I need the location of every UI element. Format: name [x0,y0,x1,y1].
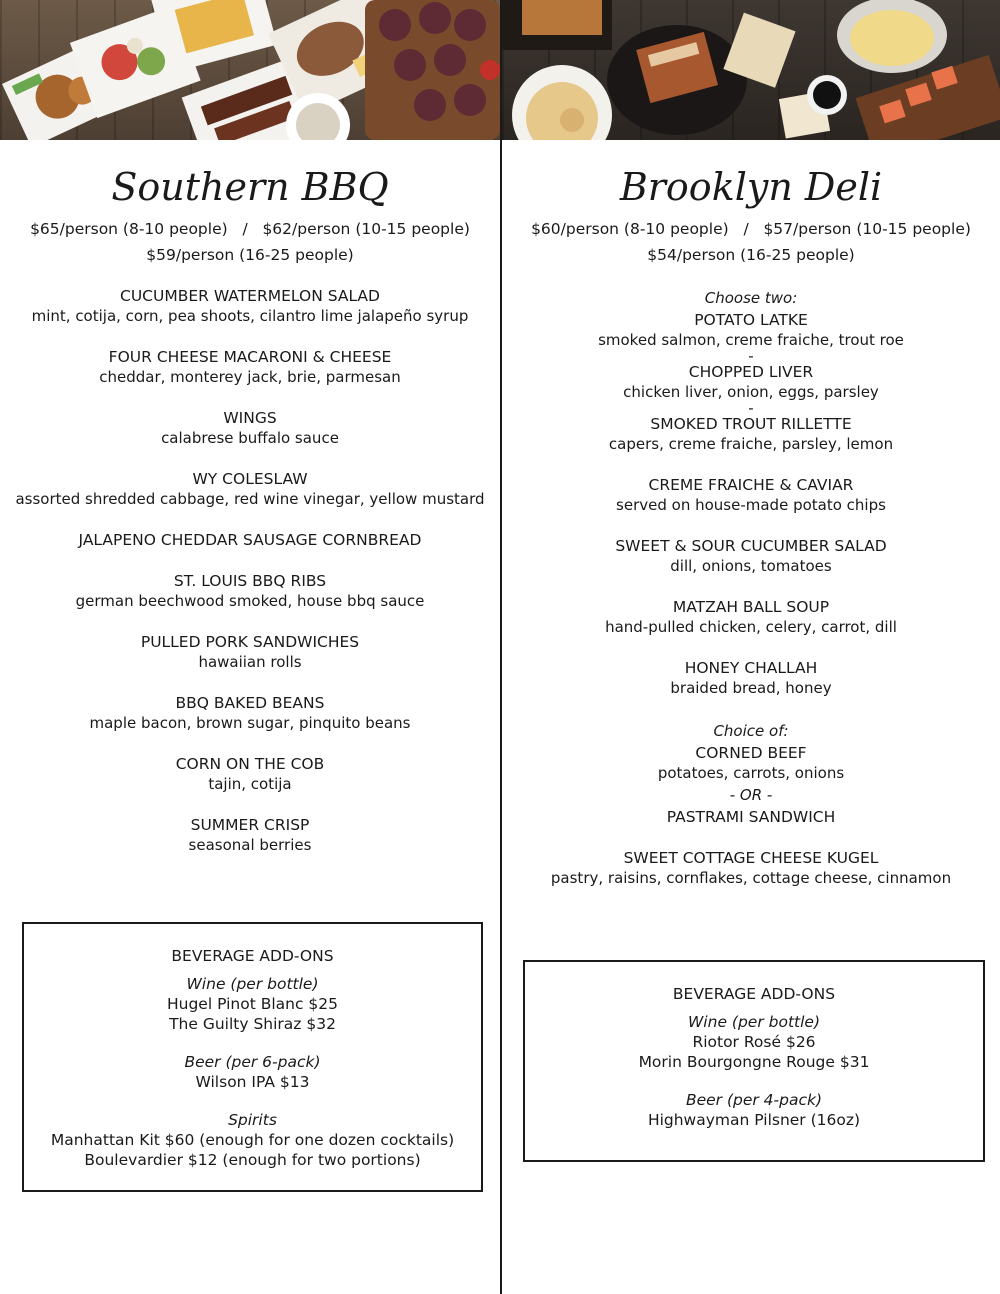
beverage-item: The Guilty Shiraz $32 [169,1015,336,1033]
beverage-group-wine [525,1012,983,1072]
beverage-group-beer [24,1052,481,1092]
menu-item-name: CREME FRAICHE & CAVIAR [648,476,854,494]
menu-item-name: CORNED BEEF [695,744,807,762]
price-tier-line: $54/person (16-25 people) [647,246,855,264]
menu-item-name: POTATO LATKE [694,311,808,329]
menu-title: Brooklyn Deli [619,165,883,209]
menu-item-description: hawaiian rolls [198,653,302,671]
beverage-item: Morin Bourgongne Rouge $31 [638,1053,870,1071]
menu-item [0,408,500,448]
menu-item-name: CHOPPED LIVER [688,363,814,381]
option-separator: - [748,347,754,365]
menu-item [502,475,1000,515]
menu-item-description: served on house-made potato chips [616,496,886,514]
beverage-addons-title: BEVERAGE ADD-ONS [171,947,334,965]
menu-item [0,815,500,855]
beverage-group-beer [525,1090,983,1130]
menu-item-name: WINGS [223,409,277,427]
menu-item [0,571,500,611]
menu-item-name: PASTRAMI SANDWICH [666,808,836,826]
menu-item-name: HONEY CHALLAH [684,659,818,677]
menu-item-description: hand-pulled chicken, celery, carrot, dill [605,618,897,636]
menu-item-description: braided bread, honey [670,679,832,697]
menu-item-description: maple bacon, brown sugar, pinquito beans [89,714,411,732]
deli-menu-items [502,286,1000,888]
menu-item-description: seasonal berries [188,836,312,854]
or-separator: - OR - [729,786,773,804]
beverage-category: Spirits [228,1111,277,1129]
beverage-item: Manhattan Kit $60 (enough for one dozen cocktails) [50,1131,455,1149]
beverage-item: Highwayman Pilsner (16oz) [647,1111,861,1129]
menu-item-name: BBQ BAKED BEANS [175,694,325,712]
choose-two-label: Choose two: [704,289,798,307]
beverage-group-wine [24,974,481,1034]
menu-item-name: CUCUMBER WATERMELON SALAD [120,287,380,305]
menu-item-name: CORN ON THE COB [175,755,325,773]
menu-item-name: WY COLESLAW [192,470,308,488]
menu-item-description: tajin, cotija [208,775,292,793]
menu-item [0,632,500,672]
beverage-item: Wilson IPA $13 [195,1073,310,1091]
menu-item [0,286,500,326]
beverage-group-spirits [24,1110,481,1170]
menu-item-description: calabrese buffalo sauce [161,429,339,447]
menu-title: Southern BBQ [111,165,389,209]
menu-item [502,848,1000,888]
beverage-addons-box [22,922,483,1192]
beverage-category: Beer (per 6-pack) [184,1053,321,1071]
price-tier-line: $59/person (16-25 people) [146,246,354,264]
menu-item [502,597,1000,637]
choose-two-group [502,286,1000,454]
menu-item-name: JALAPENO CHEDDAR SAUSAGE CORNBREAD [78,531,422,549]
menu-item [502,658,1000,698]
brooklyn-deli-menu [502,0,1000,1294]
menu-item-name: SUMMER CRISP [190,816,310,834]
bbq-food-photo [0,0,500,140]
menu-item-description: dill, onions, tomatoes [670,557,832,575]
menu-item-name: FOUR CHEESE MACARONI & CHEESE [108,348,392,366]
option-separator: - [748,399,754,417]
menu-item-description: potatoes, carrots, onions [657,764,845,782]
price-tier-line: $60/person (8-10 people) / $57/person (10-15 people) [531,220,971,238]
beverage-item: Boulevardier $12 (enough for two portions) [84,1151,421,1169]
menu-item-description: cheddar, monterey jack, brie, parmesan [99,368,401,386]
menu-item [502,536,1000,576]
menu-item-name: MATZAH BALL SOUP [672,598,830,616]
menu-item-name: PULLED PORK SANDWICHES [140,633,360,651]
choice-of-label: Choice of: [713,722,789,740]
deli-dishes-illustration [502,0,1000,140]
beverage-category: Wine (per bottle) [687,1013,820,1031]
beverage-item: Riotor Rosé $26 [692,1033,816,1051]
beverage-category: Wine (per bottle) [186,975,319,993]
menu-item [0,530,500,550]
choice-of-group [502,719,1000,827]
menu-item-description: chicken liver, onion, eggs, parsley [623,383,879,401]
menu-item-name: ST. LOUIS BBQ RIBS [173,572,327,590]
menu-item-description: german beechwood smoked, house bbq sauce [75,592,425,610]
menu-item-name: SWEET COTTAGE CHEESE KUGEL [623,849,879,867]
beverage-category: Beer (per 4-pack) [685,1091,823,1109]
menu-item-description: assorted shredded cabbage, red wine vinegar, yellow mustard [15,490,485,508]
menu-item [0,693,500,733]
bbq-dishes-illustration [0,0,500,140]
menu-item-description: pastry, raisins, cornflakes, cottage cheese, cinnamon [550,869,952,887]
menu-item [0,347,500,387]
beverage-addons-box [523,960,985,1162]
price-tier-line: $65/person (8-10 people) / $62/person (10-15 people) [30,220,470,238]
menu-item [0,469,500,509]
menu-item [0,754,500,794]
beverage-addons-title: BEVERAGE ADD-ONS [672,985,836,1003]
bbq-menu-items [0,286,500,855]
beverage-item: Hugel Pinot Blanc $25 [166,995,338,1013]
menu-item-name: SMOKED TROUT RILLETTE [650,415,852,433]
menu-item-description: mint, cotija, corn, pea shoots, cilantro lime jalapeño syrup [31,307,469,325]
menu-item-description: capers, creme fraiche, parsley, lemon [608,435,894,453]
menu-item-description: smoked salmon, creme fraiche, trout roe [598,331,904,349]
deli-food-photo [502,0,1000,140]
menu-item-name: SWEET & SOUR CUCUMBER SALAD [615,537,887,555]
